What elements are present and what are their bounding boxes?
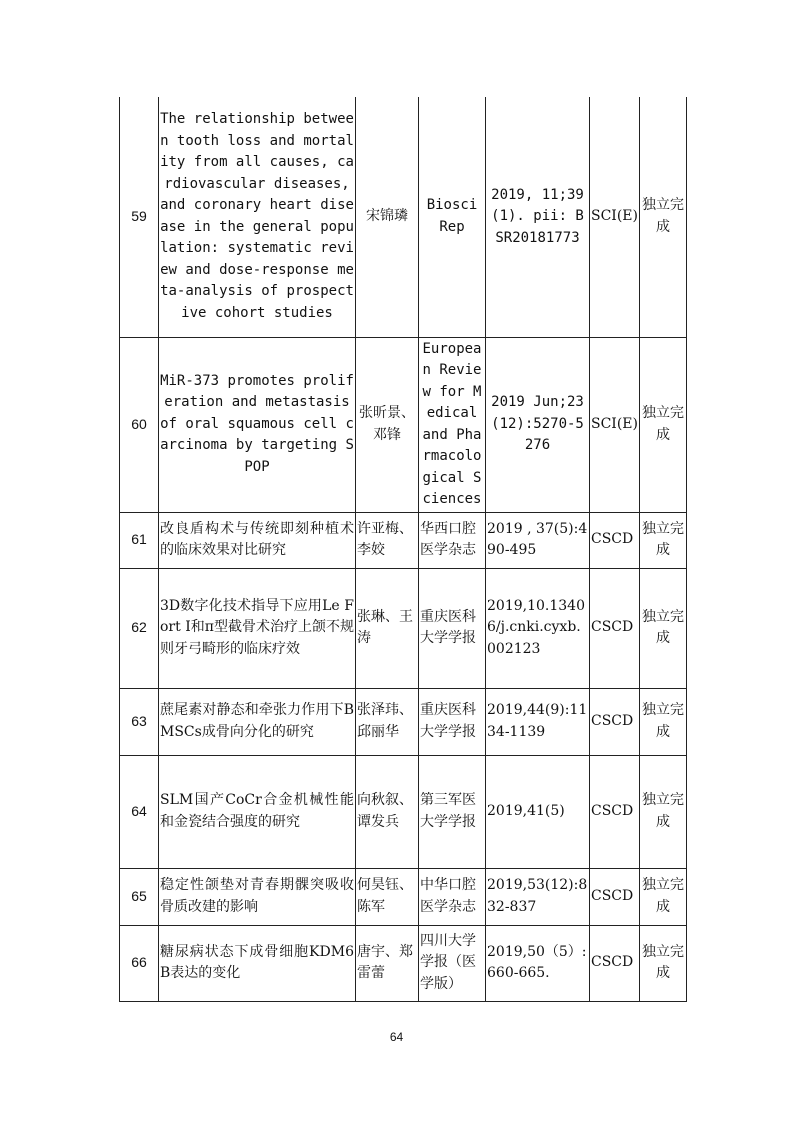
- table-row: [120, 512, 687, 568]
- publication-table: [119, 97, 687, 1002]
- authors: 张昕景、邓锋: [356, 337, 419, 512]
- citation: 2019,10.13406/j.cnki.cyxb.002123: [486, 568, 590, 688]
- table-row: [120, 97, 687, 337]
- paper-title: The relationship between tooth loss and mortality from all causes, cardiovascular diseases, and coronary heart disease in the general population: systematic review and dose-response meta-analysis of prospective cohort studies: [159, 97, 356, 337]
- index-type: CSCD: [590, 512, 640, 568]
- table-row: [120, 925, 687, 1001]
- row-number: 62: [120, 568, 159, 688]
- table-row: [120, 688, 687, 755]
- journal: 重庆医科大学学报: [419, 688, 486, 755]
- authors: 何昊钰、陈军: [356, 868, 419, 925]
- completion-note: 独立完成: [640, 688, 687, 755]
- journal: European Review for Medical and Pharmacological Sciences: [419, 337, 486, 512]
- index-type: CSCD: [590, 925, 640, 1001]
- table-row: [120, 868, 687, 925]
- citation: 2019 , 37(5):490-495: [486, 512, 590, 568]
- paper-title: SLM国产CoCr合金机械性能和金瓷结合强度的研究: [159, 755, 356, 868]
- authors: 向秋叙、谭发兵: [356, 755, 419, 868]
- index-type: SCI(E): [590, 337, 640, 512]
- citation: 2019,50（5）:660-665.: [486, 925, 590, 1001]
- table-row: [120, 568, 687, 688]
- authors: 张泽玮、邱丽华: [356, 688, 419, 755]
- authors: 宋锦璘: [356, 97, 419, 337]
- row-number: 66: [120, 925, 159, 1001]
- citation: 2019,53(12):832-837: [486, 868, 590, 925]
- index-type: CSCD: [590, 568, 640, 688]
- paper-title: 改良盾构术与传统即刻种植术的临床效果对比研究: [159, 512, 356, 568]
- row-number: 64: [120, 755, 159, 868]
- authors: 许亚梅、李姣: [356, 512, 419, 568]
- row-number: 63: [120, 688, 159, 755]
- index-type: CSCD: [590, 755, 640, 868]
- paper-title: 蔗尾素对静态和牵张力作用下BMSCs成骨向分化的研究: [159, 688, 356, 755]
- completion-note: 独立完成: [640, 755, 687, 868]
- journal: 中华口腔医学杂志: [419, 868, 486, 925]
- paper-title: 糖尿病状态下成骨细胞KDM6B表达的变化: [159, 925, 356, 1001]
- completion-note: 独立完成: [640, 868, 687, 925]
- row-number: 59: [120, 97, 159, 337]
- citation: 2019, 11;39(1). pii: BSR20181773: [486, 97, 590, 337]
- journal: 四川大学学报（医学版）: [419, 925, 486, 1001]
- index-type: CSCD: [590, 868, 640, 925]
- authors: 唐宇、郑雷蕾: [356, 925, 419, 1001]
- paper-title: MiR-373 promotes proliferation and metastasis of oral squamous cell carcinoma by targeting SPOP: [159, 337, 356, 512]
- row-number: 61: [120, 512, 159, 568]
- journal: 华西口腔医学杂志: [419, 512, 486, 568]
- journal: 重庆医科大学学报: [419, 568, 486, 688]
- completion-note: 独立完成: [640, 568, 687, 688]
- completion-note: 独立完成: [640, 925, 687, 1001]
- row-number: 65: [120, 868, 159, 925]
- row-number: 60: [120, 337, 159, 512]
- paper-title: 稳定性颌垫对青春期髁突吸收骨质改建的影响: [159, 868, 356, 925]
- completion-note: 独立完成: [640, 512, 687, 568]
- completion-note: 独立完成: [640, 337, 687, 512]
- journal: 第三军医大学学报: [419, 755, 486, 868]
- table-row: [120, 337, 687, 512]
- index-type: CSCD: [590, 688, 640, 755]
- page-number: 64: [389, 1030, 404, 1044]
- authors: 张琳、王涛: [356, 568, 419, 688]
- paper-title: 3D数字化技术指导下应用Le Fort I和π型截骨术治疗上颌不规则牙弓畸形的临床疗效: [159, 568, 356, 688]
- citation: 2019 Jun;23(12):5270-5276: [486, 337, 590, 512]
- citation: 2019,41(5): [486, 755, 590, 868]
- completion-note: 独立完成: [640, 97, 687, 337]
- citation: 2019,44(9):1134-1139: [486, 688, 590, 755]
- table-row: [120, 755, 687, 868]
- journal: Biosci Rep: [419, 97, 486, 337]
- index-type: SCI(E): [590, 97, 640, 337]
